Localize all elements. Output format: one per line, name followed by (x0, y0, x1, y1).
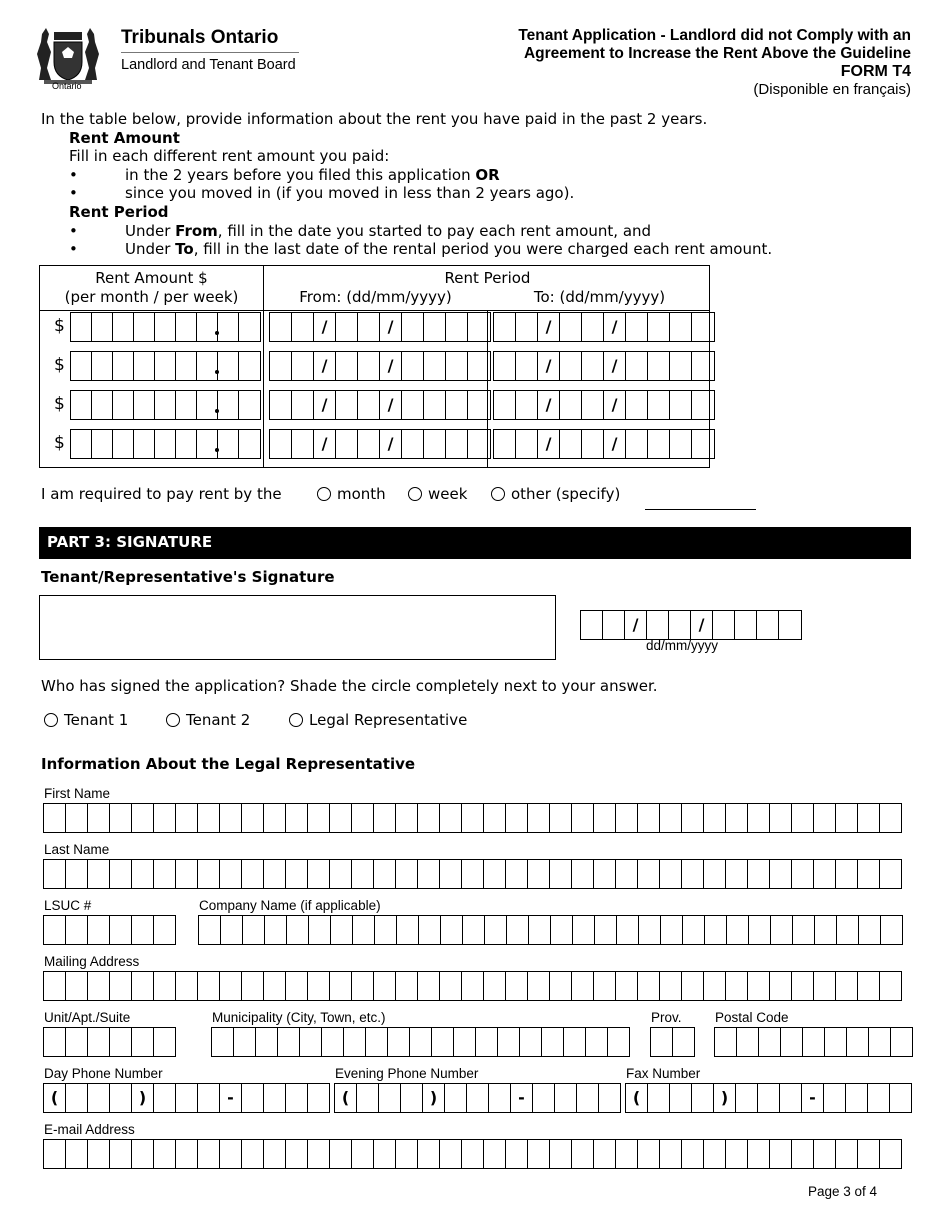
org-name: Tribunals Ontario (121, 27, 279, 48)
rent-amount-field[interactable] (70, 351, 261, 381)
rent-from-date-field[interactable]: / / (269, 429, 491, 459)
from-header: From: (dd/mm/yyyy) (299, 288, 452, 306)
rent-history-table (39, 265, 710, 468)
prov-label: Prov. (651, 1010, 682, 1025)
bullet-4 (41, 240, 772, 259)
other-specify-field[interactable] (645, 509, 756, 510)
radio-circle-icon[interactable] (491, 487, 505, 501)
bullet-3-a: Under (125, 221, 176, 240)
form-title-line1: Tenant Application - Landlord did not Comply with an (518, 27, 911, 44)
fax-label: Fax Number (626, 1066, 701, 1081)
bullet-3-from: From (175, 221, 218, 240)
rent-to-date-field[interactable]: / / (493, 429, 715, 459)
pay-option-other[interactable] (491, 485, 620, 503)
first-name-label: First Name (44, 786, 111, 801)
signature-box[interactable] (39, 595, 556, 660)
bullet-2: • since you moved in (if you moved in less than 2 years ago). (41, 184, 772, 203)
dollar-sign: $ (54, 316, 65, 336)
org-divider (121, 52, 299, 53)
bullet-1-text: in the 2 years before you filed this application (125, 165, 476, 184)
signer-legal-rep[interactable] (289, 711, 467, 729)
signer-tenant2-label: Tenant 2 (186, 711, 251, 729)
bullet-1 (41, 166, 772, 185)
postal-code-field[interactable] (714, 1027, 913, 1057)
pay-option-week[interactable] (408, 485, 467, 503)
radio-circle-icon[interactable] (289, 713, 303, 727)
intro-text: In the table below, provide information about the rent you have paid in the past 2 years. (41, 110, 708, 128)
evening-phone-field[interactable]: ( ) - (334, 1083, 621, 1113)
prov-field[interactable] (650, 1027, 695, 1057)
pay-option-month-label: month (337, 485, 386, 503)
rent-amount-heading: Rent Amount (69, 128, 180, 147)
postal-code-label: Postal Code (715, 1010, 789, 1025)
lsuc-field[interactable] (43, 915, 176, 945)
last-name-field[interactable] (43, 859, 902, 889)
first-name-field[interactable] (43, 803, 902, 833)
radio-circle-icon[interactable] (408, 487, 422, 501)
pay-option-week-label: week (428, 485, 468, 503)
legal-rep-heading: Information About the Legal Representative (41, 755, 416, 773)
mailing-address-field[interactable] (43, 971, 902, 1001)
bullet-3-c: , fill in the date you started to pay each rent amount, and (217, 221, 652, 240)
radio-circle-icon[interactable] (317, 487, 331, 501)
rent-amount-header-line2: (per month / per week) (64, 288, 239, 306)
rent-amount-header-line1: Rent Amount $ (95, 269, 208, 287)
pay-frequency-prompt: I am required to pay rent by the (41, 485, 282, 503)
bullet-4-to: To (175, 240, 194, 259)
rent-period-header: Rent Period (444, 269, 531, 287)
form-title-block (518, 27, 911, 99)
board-name: Landlord and Tenant Board (121, 57, 296, 73)
signature-date-field[interactable]: / / (580, 610, 802, 640)
signer-tenant1[interactable] (44, 711, 128, 729)
rent-to-date-field[interactable]: / / (493, 390, 715, 420)
rent-amount-field[interactable] (70, 312, 261, 342)
dollar-sign: $ (54, 394, 65, 414)
lsuc-label: LSUC # (44, 898, 92, 913)
rent-from-date-field[interactable]: / / (269, 390, 491, 420)
signer-tenant2[interactable] (166, 711, 250, 729)
bullet-4-a: Under (125, 240, 176, 259)
email-label: E-mail Address (44, 1122, 135, 1137)
fax-field[interactable]: ( ) - (625, 1083, 912, 1113)
rent-amount-text: Fill in each different rent amount you paid: (69, 147, 390, 166)
rent-from-date-field[interactable]: / / (269, 351, 491, 381)
rent-from-date-field[interactable]: / / (269, 312, 491, 342)
to-header: To: (dd/mm/yyyy) (533, 288, 666, 306)
logo-caption: Ontario (52, 81, 82, 91)
rent-amount-header (40, 269, 263, 307)
evening-phone-label: Evening Phone Number (335, 1066, 479, 1081)
who-signed-prompt: Who has signed the application? Shade the circle completely next to your answer. (41, 677, 658, 695)
bullet-3 (41, 222, 772, 241)
bullet-1-or: OR (475, 165, 500, 184)
page-number: Page 3 of 4 (807, 1184, 877, 1199)
rent-amount-field[interactable] (70, 390, 261, 420)
radio-circle-icon[interactable] (166, 713, 180, 727)
mailing-address-label: Mailing Address (44, 954, 140, 969)
pay-option-other-label: other (specify) (511, 485, 621, 503)
email-field[interactable] (43, 1139, 902, 1169)
rent-period-heading: Rent Period (69, 202, 169, 221)
last-name-label: Last Name (44, 842, 110, 857)
dollar-sign: $ (54, 355, 65, 375)
signature-label: Tenant/Representative's Signature (41, 568, 335, 586)
signer-legal-rep-label: Legal Representative (309, 711, 468, 729)
rent-amount-field[interactable] (70, 429, 261, 459)
bullet-4-c: , fill in the last date of the rental period you were charged each rent amount. (193, 240, 773, 259)
french-note: (Disponible en français) (753, 81, 911, 98)
day-phone-field[interactable]: ( ) - (43, 1083, 330, 1113)
part3-title-bar: PART 3: SIGNATURE (39, 527, 911, 559)
municipality-label: Municipality (City, Town, etc.) (212, 1010, 386, 1025)
unit-label: Unit/Apt./Suite (44, 1010, 131, 1025)
signer-tenant1-label: Tenant 1 (64, 711, 129, 729)
date-format-hint: dd/mm/yyyy (646, 638, 719, 653)
company-name-field[interactable] (198, 915, 903, 945)
form-title-line2: Agreement to Increase the Rent Above the Guideline (523, 45, 911, 62)
unit-field[interactable] (43, 1027, 176, 1057)
instructions (41, 110, 772, 259)
rent-to-date-field[interactable]: / / (493, 351, 715, 381)
municipality-field[interactable] (211, 1027, 630, 1057)
radio-circle-icon[interactable] (44, 713, 58, 727)
form-number: FORM T4 (840, 63, 911, 80)
day-phone-label: Day Phone Number (44, 1066, 163, 1081)
pay-option-month[interactable] (317, 485, 386, 503)
rent-to-date-field[interactable]: / / (493, 312, 715, 342)
dollar-sign: $ (54, 433, 65, 453)
company-label: Company Name (if applicable) (199, 898, 381, 913)
